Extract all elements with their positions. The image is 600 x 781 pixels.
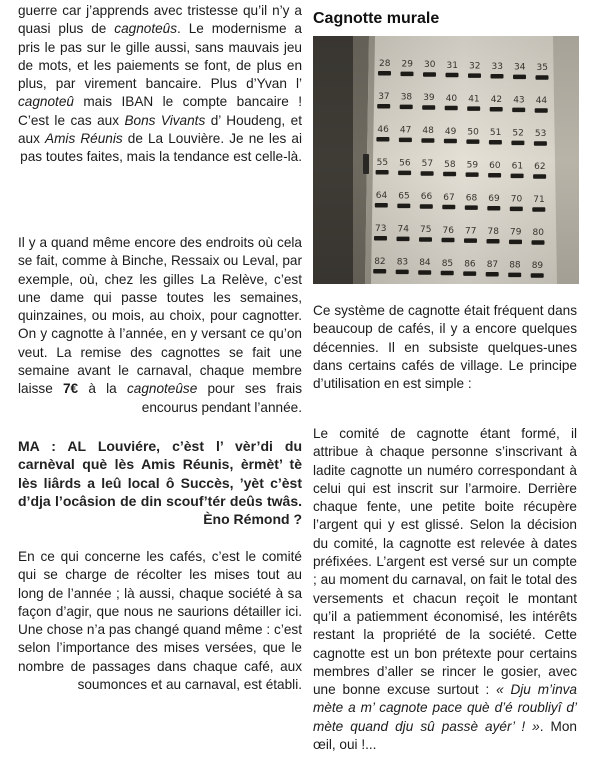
text-run: Bons Vivants [124,112,206,128]
paragraph-walloon-dialect: MA : AL Louviére, c’èst l’ vèr’di du carnèval què lès Amis Réunis, èrmèt’ tè lès liârds a leû local ô Succès, ’yèt c’èst d’dja l’ocâsion de din scouf’tér deûs twâs. Èno Rémond ? [18,438,302,528]
text-run: guerre car j’apprends avec tristesse qu’il n’y a quasi plus de [18,3,302,37]
section-heading: Cagnotte murale [313,10,440,27]
text-run: 7€ [63,381,79,397]
cagnotte-cabinet-image [313,36,579,284]
text-run: Amis Réunis [45,131,123,147]
text-run: de La Louvière. Je ne les ai pas toutes faites, mais la tendance est celle-là. [20,131,302,165]
text-run: à la [78,381,127,397]
paragraph-cagnoteus [18,2,302,167]
text-run: d’ Houdeng, et aux [18,112,302,147]
text-run: . Le modernisme a pris le pas sur le gille aussi, sans mauvais jeu de mots, et les paiements se font, de plus en plus, par virement bancaire. Plus d’Yvan l’ [18,21,302,92]
paragraph-cafes: En ce qui concerne les cafés, c’est le comité qui se charge de récolter les mises tout au long de l’année ; là aussi, chaque société à sa façon d’agir, que nous ne saurions détailler ici. Une chose n’a pas changé quand même : c’est selon l’importance des mises versées, que le nombre de passages dans chaque café, aux soumonces et au carnaval, est établi. [18,549,302,693]
paragraph-binche [18,234,302,417]
text-run: . Mon œil, oui !... [313,718,577,753]
text-run: cagnoteûs [114,21,178,37]
text-run: pour ses frais encourus pendant l’année. [141,381,303,415]
cagnotte-wall-photo [313,36,579,284]
text-run: Il y a quand même encore des endroits où cela se fait, comme à Binche, Ressaix ou Leval, par exemple, où, chez les gilles La Relève, c’est une dame qui passe toutes les semaines, quinzaines, ou mois, au choix, pour cagnotter. On y cagnotte à l’année, en y versant ce qu’on veut. La remise des cagnottes se fait une semaine avant le carnaval, chaque membre laisse [18,235,302,397]
paragraph-systeme: Ce système de cagnotte était fréquent dans beaucoup de cafés, il y a encore quelques décennies. Il en subsiste quelques-unes dans certains cafés de village. Le principe d’utilisation en est simple : [313,303,577,392]
text-run: cagnoteûse [126,381,198,397]
text-run: « Dju m’inva mète a m’ cagnote pace què d’é roubliyî d’ mète quand dju sû passè ayér’ ! » [313,682,577,734]
text-run: Le comité de cagnotte étant formé, il attribue à chaque personne s’inscrivant à ladite cagnotte un numéro correspondant à celui qui est inscrit sur l’armoire. Derrière chaque fente, une petite boite récupère l’argent qui y est glissé. Selon la décision du comité, la cagnotte est relevée à dates préfixées. L’argent est versé sur un compte ; au moment du carnaval, on fait le total des versements et chacun reçoit le montant qu’il a patiemment économisé, les intérêts restant la propriété de la société. Cette cagnotte est un bon prétexte pour certains membres d’aller se rincer le gosier, avec une bonne excuse surtout : [313,426,577,698]
text-run: mais IBAN le compte bancaire ! C’est le cas aux [18,94,302,128]
text-run: cagnoteû [18,94,74,110]
paragraph-comite [313,425,577,754]
